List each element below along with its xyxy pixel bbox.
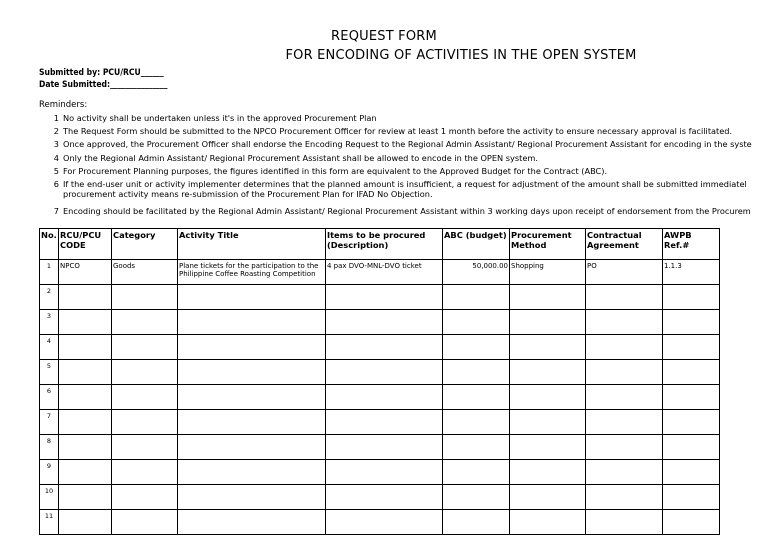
- cell-abc-budget: [443, 485, 510, 510]
- reminder-text: Only the Regional Admin Assistant/ Regional Procurement Assistant shall be allowed to encode in the OPEN system.: [63, 153, 538, 163]
- cell-no: 10: [40, 485, 59, 510]
- cell-abc-budget: [443, 285, 510, 310]
- cell-rcu-pcu-code: [59, 410, 112, 435]
- cell-awpb-ref: [663, 485, 720, 510]
- cell-awpb-ref: [663, 385, 720, 410]
- cell-no: 3: [40, 310, 59, 335]
- cell-contractual-agreement: [586, 510, 663, 535]
- reminder-text: Encoding should be facilitated by the Regional Admin Assistant/ Regional Procurement Assistant within 3 working days upon receipt of endorsement from the Procurem: [63, 206, 751, 216]
- cell-items-to-be-procured: [326, 385, 443, 410]
- reminder-number: 1: [53, 113, 59, 123]
- cell-activity-title: [178, 510, 326, 535]
- cell-category: [112, 360, 178, 385]
- cell-contractual-agreement: [586, 485, 663, 510]
- cell-rcu-pcu-code: [59, 285, 112, 310]
- reminder-number: 4: [53, 153, 59, 163]
- submitted-by-field: Submitted by: PCU/RCU______: [39, 68, 164, 78]
- cell-rcu-pcu-code: [59, 460, 112, 485]
- cell-no: 4: [40, 335, 59, 360]
- cell-awpb-ref: [663, 510, 720, 535]
- cell-rcu-pcu-code: [59, 385, 112, 410]
- cell-awpb-ref: [663, 310, 720, 335]
- cell-category: [112, 335, 178, 360]
- cell-items-to-be-procured: [326, 335, 443, 360]
- cell-contractual-agreement: [586, 335, 663, 360]
- table-row: [40, 310, 720, 335]
- reminder-text: The Request Form should be submitted to the NPCO Procurement Officer for review at least 1 month before the activity to ensure necessary approval is facilitated.: [63, 126, 733, 136]
- cell-items-to-be-procured: [326, 485, 443, 510]
- cell-procurement-method: [510, 510, 586, 535]
- cell-abc-budget: [443, 410, 510, 435]
- cell-activity-title: [178, 310, 326, 335]
- cell-no: 2: [40, 285, 59, 310]
- cell-awpb-ref: [663, 460, 720, 485]
- cell-activity-title: [178, 335, 326, 360]
- cell-items-to-be-procured: [326, 510, 443, 535]
- reminder-text: No activity shall be undertaken unless it's in the approved Procurement Plan: [63, 113, 377, 123]
- reminder-text: For Procurement Planning purposes, the figures identified in this form are equivalent to the Approved Budget for the Contract (ABC).: [63, 166, 608, 176]
- column-header-abc-budget: ABC (budget): [443, 229, 510, 260]
- column-header-rcu-pcu-code: RCU/PCU CODE: [59, 229, 112, 260]
- table-row: [40, 260, 720, 285]
- cell-procurement-method: [510, 335, 586, 360]
- column-header-contractual-agreement: Contractual Agreement: [586, 229, 663, 260]
- reminder-item: [39, 153, 768, 163]
- cell-activity-title: Plane tickets for the participation to the Philippine Coffee Roasting Competition: [178, 260, 326, 285]
- cell-category: [112, 310, 178, 335]
- cell-items-to-be-procured: [326, 460, 443, 485]
- cell-rcu-pcu-code: [59, 485, 112, 510]
- cell-activity-title: [178, 285, 326, 310]
- table-row: [40, 385, 720, 410]
- cell-rcu-pcu-code: [59, 310, 112, 335]
- cell-category: [112, 510, 178, 535]
- cell-rcu-pcu-code: [59, 510, 112, 535]
- table-row: [40, 335, 720, 360]
- cell-procurement-method: [510, 310, 586, 335]
- reminder-item: [39, 166, 768, 176]
- table-row: [40, 460, 720, 485]
- table-row: [40, 510, 720, 535]
- cell-contractual-agreement: PO: [586, 260, 663, 285]
- table-row: [40, 285, 720, 310]
- cell-awpb-ref: [663, 360, 720, 385]
- column-header-items-to-be-procured: Items to be procured (Description): [326, 229, 443, 260]
- cell-abc-budget: [443, 310, 510, 335]
- reminder-text-continued: procurement activity means re-submission of the Procurement Plan for IFAD No Objection.: [63, 189, 433, 199]
- reminder-item: [39, 126, 768, 136]
- cell-procurement-method: [510, 435, 586, 460]
- cell-items-to-be-procured: [326, 310, 443, 335]
- column-header-activity-title: Activity Title: [178, 229, 326, 260]
- table-row: [40, 485, 720, 510]
- cell-contractual-agreement: [586, 310, 663, 335]
- reminder-item: [39, 179, 768, 199]
- cell-rcu-pcu-code: [59, 335, 112, 360]
- cell-contractual-agreement: [586, 285, 663, 310]
- cell-procurement-method: Shopping: [510, 260, 586, 285]
- form-title: REQUEST FORM: [331, 29, 437, 44]
- table-row: [40, 410, 720, 435]
- cell-category: [112, 385, 178, 410]
- reminder-number: 2: [53, 126, 59, 136]
- table-body: [40, 260, 720, 535]
- cell-contractual-agreement: [586, 410, 663, 435]
- cell-activity-title: [178, 460, 326, 485]
- cell-awpb-ref: [663, 285, 720, 310]
- column-header-category: Category: [112, 229, 178, 260]
- reminder-number: 6: [53, 179, 59, 189]
- reminder-item: [39, 139, 768, 149]
- cell-rcu-pcu-code: NPCO: [59, 260, 112, 285]
- cell-contractual-agreement: [586, 360, 663, 385]
- cell-no: 1: [40, 260, 59, 285]
- cell-abc-budget: [443, 460, 510, 485]
- cell-activity-title: [178, 435, 326, 460]
- cell-contractual-agreement: [586, 435, 663, 460]
- cell-category: Goods: [112, 260, 178, 285]
- column-header-awpb-ref: AWPB Ref.#: [663, 229, 720, 260]
- cell-no: 7: [40, 410, 59, 435]
- reminder-number: 7: [53, 206, 59, 216]
- cell-category: [112, 460, 178, 485]
- reminder-text: Once approved, the Procurement Officer shall endorse the Encoding Request to the Regional Admin Assistant/ Regional Procurement Assistant for encoding in the syste: [63, 139, 752, 149]
- cell-rcu-pcu-code: [59, 435, 112, 460]
- cell-no: 9: [40, 460, 59, 485]
- cell-contractual-agreement: [586, 460, 663, 485]
- column-header-procurement-method: Procurement Method: [510, 229, 586, 260]
- cell-awpb-ref: 1.1.3: [663, 260, 720, 285]
- cell-activity-title: [178, 385, 326, 410]
- cell-awpb-ref: [663, 410, 720, 435]
- cell-no: 11: [40, 510, 59, 535]
- cell-procurement-method: [510, 410, 586, 435]
- cell-category: [112, 485, 178, 510]
- encoding-request-table: [39, 228, 720, 535]
- cell-items-to-be-procured: [326, 285, 443, 310]
- cell-activity-title: [178, 410, 326, 435]
- cell-no: 5: [40, 360, 59, 385]
- cell-items-to-be-procured: [326, 410, 443, 435]
- cell-abc-budget: [443, 335, 510, 360]
- cell-awpb-ref: [663, 435, 720, 460]
- cell-category: [112, 410, 178, 435]
- cell-procurement-method: [510, 360, 586, 385]
- cell-procurement-method: [510, 385, 586, 410]
- reminder-number: 3: [53, 139, 59, 149]
- cell-no: 6: [40, 385, 59, 410]
- cell-items-to-be-procured: 4 pax DVO-MNL-DVO ticket: [326, 260, 443, 285]
- cell-abc-budget: [443, 385, 510, 410]
- cell-abc-budget: [443, 435, 510, 460]
- cell-category: [112, 285, 178, 310]
- cell-contractual-agreement: [586, 385, 663, 410]
- cell-abc-budget: 50,000.00: [443, 260, 510, 285]
- cell-activity-title: [178, 360, 326, 385]
- cell-procurement-method: [510, 460, 586, 485]
- reminder-item: [39, 206, 768, 216]
- reminder-number: 5: [53, 166, 59, 176]
- date-submitted-field: Date Submitted:_______________: [39, 80, 168, 90]
- cell-awpb-ref: [663, 335, 720, 360]
- cell-items-to-be-procured: [326, 360, 443, 385]
- column-header-no: No.: [40, 229, 59, 260]
- cell-category: [112, 435, 178, 460]
- cell-items-to-be-procured: [326, 435, 443, 460]
- reminder-item: [39, 113, 768, 123]
- cell-no: 8: [40, 435, 59, 460]
- reminder-text: If the end-user unit or activity implementer determines that the planned amount is insufficient, a request for adjustment of the amount shall be submitted immediatel: [63, 179, 747, 189]
- form-subtitle: FOR ENCODING OF ACTIVITIES IN THE OPEN SYSTEM: [285, 48, 637, 63]
- cell-rcu-pcu-code: [59, 360, 112, 385]
- table-row: [40, 360, 720, 385]
- reminders-heading: Reminders:: [39, 100, 88, 110]
- table-row: [40, 435, 720, 460]
- cell-abc-budget: [443, 510, 510, 535]
- cell-procurement-method: [510, 285, 586, 310]
- cell-abc-budget: [443, 360, 510, 385]
- table-header-row: [40, 229, 720, 260]
- cell-activity-title: [178, 485, 326, 510]
- cell-procurement-method: [510, 485, 586, 510]
